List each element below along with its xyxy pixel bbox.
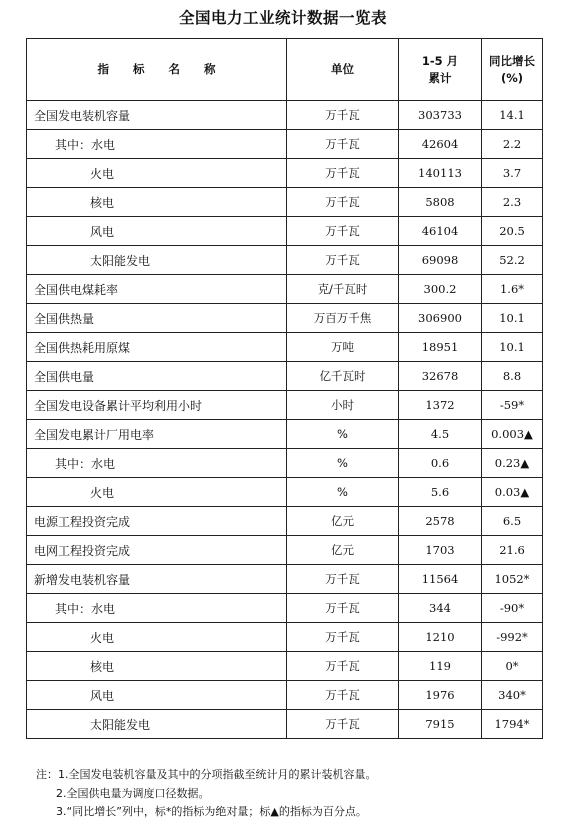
- row-name: 全国发电装机容量: [27, 101, 287, 130]
- table-header-row: [27, 39, 543, 101]
- row-name: 电网工程投资完成: [27, 536, 287, 565]
- table-row: [27, 159, 543, 188]
- table-row: [27, 420, 543, 449]
- row-value: 18951: [399, 333, 482, 362]
- table-row: [27, 217, 543, 246]
- row-value: 1372: [399, 391, 482, 420]
- row-name: 全国供热耗用原煤: [27, 333, 287, 362]
- row-name: 全国供电煤耗率: [27, 275, 287, 304]
- table-row: [27, 594, 543, 623]
- row-unit: 万千瓦: [287, 246, 399, 275]
- row-value: 4.5: [399, 420, 482, 449]
- row-value: 1703: [399, 536, 482, 565]
- statistics-table: [26, 38, 543, 739]
- row-yoy: -992*: [482, 623, 543, 652]
- row-name: 核电: [27, 188, 287, 217]
- row-unit: 亿千瓦时: [287, 362, 399, 391]
- table-row: [27, 246, 543, 275]
- row-unit: 万吨: [287, 333, 399, 362]
- row-yoy: 10.1: [482, 333, 543, 362]
- row-name: 全国发电累计厂用电率: [27, 420, 287, 449]
- row-unit: 小时: [287, 391, 399, 420]
- table-row: [27, 188, 543, 217]
- row-name: 太阳能发电: [27, 710, 287, 739]
- row-name: 太阳能发电: [27, 246, 287, 275]
- row-unit: 亿元: [287, 536, 399, 565]
- table-row: [27, 681, 543, 710]
- row-yoy: 2.2: [482, 130, 543, 159]
- row-yoy: -90*: [482, 594, 543, 623]
- footnote-2: 2.全国供电量为调度口径数据。: [56, 786, 210, 800]
- row-unit: 万千瓦: [287, 188, 399, 217]
- table-row: [27, 623, 543, 652]
- row-unit: 万千瓦: [287, 594, 399, 623]
- row-yoy: 8.8: [482, 362, 543, 391]
- row-value: 69098: [399, 246, 482, 275]
- table-row: [27, 275, 543, 304]
- row-name: 火电: [27, 159, 287, 188]
- table-row: [27, 304, 543, 333]
- row-yoy: 2.3: [482, 188, 543, 217]
- row-name: 其中：水电: [27, 449, 287, 478]
- row-unit: 万千瓦: [287, 565, 399, 594]
- row-name: 全国供电量: [27, 362, 287, 391]
- row-name: 全国供热量: [27, 304, 287, 333]
- table-row: [27, 710, 543, 739]
- page-title: 全国电力工业统计数据一览表: [178, 9, 387, 27]
- row-yoy: 340*: [482, 681, 543, 710]
- footnotes: [36, 766, 377, 822]
- row-yoy: 1.6*: [482, 275, 543, 304]
- table-row: [27, 362, 543, 391]
- row-name: 其中：水电: [27, 130, 287, 159]
- row-yoy: -59*: [482, 391, 543, 420]
- table-row: [27, 536, 543, 565]
- row-yoy: 52.2: [482, 246, 543, 275]
- header-unit: 单位: [287, 39, 399, 101]
- row-yoy: 14.1: [482, 101, 543, 130]
- table-row: [27, 101, 543, 130]
- table-row: [27, 391, 543, 420]
- table-row: [27, 652, 543, 681]
- row-yoy: 1052*: [482, 565, 543, 594]
- row-unit: 万千瓦: [287, 652, 399, 681]
- header-yoy-line1: 同比增长: [489, 53, 535, 68]
- header-cumulative: [399, 39, 482, 101]
- row-unit: 万千瓦: [287, 130, 399, 159]
- row-value: 7915: [399, 710, 482, 739]
- table-row: [27, 130, 543, 159]
- row-yoy: 0.23▲: [482, 449, 543, 478]
- row-unit: 亿元: [287, 507, 399, 536]
- row-value: 32678: [399, 362, 482, 391]
- header-indicator-name: 指 标 名 称: [27, 39, 287, 101]
- table-row: [27, 449, 543, 478]
- row-unit: 万千瓦: [287, 159, 399, 188]
- footnote-label: 注：: [36, 768, 58, 781]
- row-value: 2578: [399, 507, 482, 536]
- table-row: [27, 333, 543, 362]
- row-unit: %: [287, 420, 399, 449]
- row-value: 344: [399, 594, 482, 623]
- row-value: 0.6: [399, 449, 482, 478]
- row-name: 火电: [27, 478, 287, 507]
- row-value: 300.2: [399, 275, 482, 304]
- row-value: 1210: [399, 623, 482, 652]
- row-name: 火电: [27, 623, 287, 652]
- table-row: [27, 565, 543, 594]
- row-value: 46104: [399, 217, 482, 246]
- row-value: 5.6: [399, 478, 482, 507]
- row-value: 11564: [399, 565, 482, 594]
- row-yoy: 0.03▲: [482, 478, 543, 507]
- table-row: [27, 507, 543, 536]
- table-row: [27, 478, 543, 507]
- row-yoy: 0.003▲: [482, 420, 543, 449]
- header-yoy-line2: (%): [500, 70, 524, 85]
- footnote-1: [36, 766, 377, 785]
- row-unit: 万千瓦: [287, 710, 399, 739]
- row-unit: %: [287, 449, 399, 478]
- row-name: 全国发电设备累计平均利用小时: [27, 391, 287, 420]
- row-yoy: 20.5: [482, 217, 543, 246]
- header-cumulative-line1: 1-5 月: [421, 53, 459, 68]
- row-unit: 克/千瓦时: [287, 275, 399, 304]
- row-value: 119: [399, 652, 482, 681]
- row-unit: 万千瓦: [287, 217, 399, 246]
- row-value: 5808: [399, 188, 482, 217]
- header-yoy: [482, 39, 543, 101]
- row-yoy: 0*: [482, 652, 543, 681]
- row-name: 其中：水电: [27, 594, 287, 623]
- header-cumulative-line2: 累计: [428, 70, 452, 85]
- row-value: 140113: [399, 159, 482, 188]
- footnote-text: 1.全国发电装机容量及其中的分项指截至统计月的累计装机容量。: [58, 768, 377, 781]
- row-yoy: 10.1: [482, 304, 543, 333]
- row-value: 303733: [399, 101, 482, 130]
- row-yoy: 1794*: [482, 710, 543, 739]
- row-yoy: 3.7: [482, 159, 543, 188]
- row-name: 新增发电装机容量: [27, 565, 287, 594]
- row-unit: 万千瓦: [287, 101, 399, 130]
- footnote-3: 3.“同比增长”列中，标*的指标为绝对量；标▲的指标为百分点。: [56, 805, 367, 818]
- row-unit: %: [287, 478, 399, 507]
- row-name: 风电: [27, 681, 287, 710]
- row-value: 1976: [399, 681, 482, 710]
- row-name: 电源工程投资完成: [27, 507, 287, 536]
- row-value: 306900: [399, 304, 482, 333]
- row-unit: 万千瓦: [287, 681, 399, 710]
- row-unit: 万千瓦: [287, 623, 399, 652]
- row-name: 风电: [27, 217, 287, 246]
- row-value: 42604: [399, 130, 482, 159]
- row-yoy: 21.6: [482, 536, 543, 565]
- row-name: 核电: [27, 652, 287, 681]
- row-unit: 万百万千焦: [287, 304, 399, 333]
- row-yoy: 6.5: [482, 507, 543, 536]
